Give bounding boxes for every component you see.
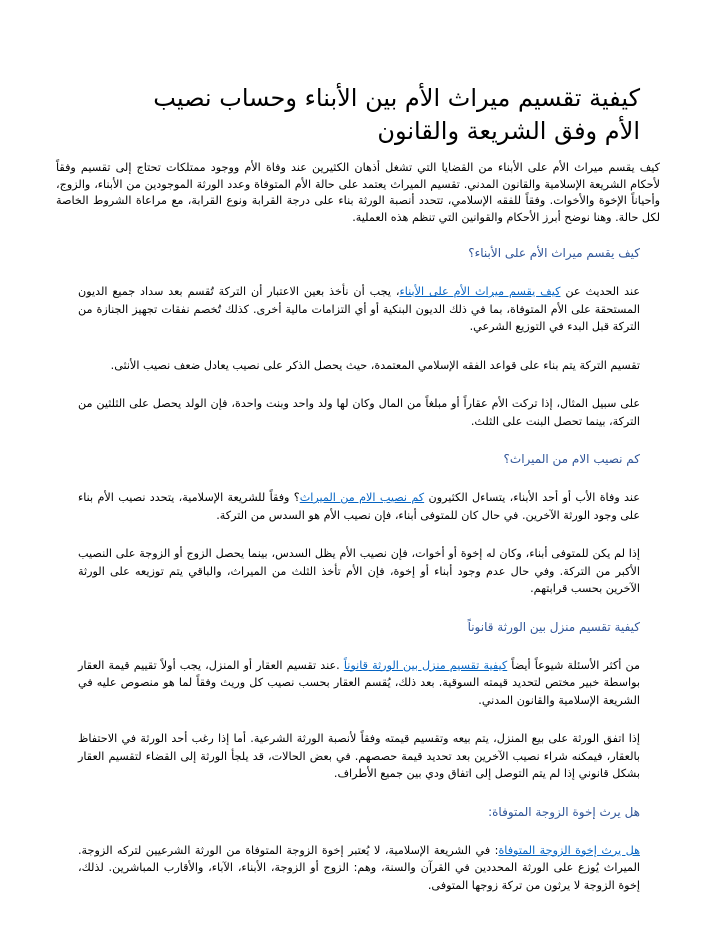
section-heading-house-division: كيفية تقسيم منزل بين الورثة قانوناً (467, 619, 640, 634)
section-3-text-before: من أكثر الأسئلة شيوعاً أيضاً (507, 658, 640, 672)
section-4-paragraph-1 (78, 842, 640, 895)
page-title: كيفية تقسيم ميراث الأم بين الأبناء وحساب نصيب الأم وفق الشريعة والقانون (153, 84, 640, 145)
link-mother-inheritance[interactable]: كيف يقسم ميراث الأم على الأبناء (399, 285, 561, 298)
section-1-text-after: ، يجب أن نأخذ بعين الاعتبار أن التركة تُقسم بعد سداد جميع الديون المستحقة على الأم المتوفاة، بما في ذلك الديون البنكية أو أي التزامات مالية أخرى. كذلك تُخصم نفقات تجهيز الجنازة من التركة قبل البدء في التوزيع الشرعي. (78, 285, 640, 333)
intro-paragraph: كيف يقسم ميراث الأم على الأبناء من القضايا التي تشغل أذهان الكثيرين عند وفاة الأم ووجود ممتلكات تحتاج إلى تقسيم وفقاً لأحكام الشريعة الإسلامية والقانون المدني. تقسيم الميراث يعتمد على حالة الأم المتوفاة وعدد الورثة الموجودين من الأبناء، والزوج، وأحياناً الإخوة والأخوات. وفقاً للفقه الإسلامي، تتحدد أنصبة الورثة بناء على درجة القرابة ونوع القرابة، مع مراعاة الشروط الخاصة لكل حالة. وهنا نوضح أبرز الأحكام والقوانين التي تنظم هذه العملية. (56, 161, 660, 224)
section-2-paragraph-2: إذا لم يكن للمتوفى أبناء، وكان له إخوة أو أخوات، فإن نصيب الأم يظل السدس، بينما يحصل الزوج أو الزوجة على النصيب الأكبر من التركة. وفي حال عدم وجود أبناء أو إخوة، فإن الأم تأخذ الثلث من الميراث، والباقي يتم توزيعه على الورثة الآخرين بحسب قرابتهم. (78, 547, 640, 595)
section-3-paragraph-2: إذا اتفق الورثة على بيع المنزل، يتم بيعه وتقسيم قيمته وفقاً لأنصبة الورثة الشرعية. أما إذا رغب أحد الورثة في الاحتفاظ بالعقار، فيمكنه شراء نصيب الآخرين بعد تحديد قيمة حصصهم. في بعض الحالات، قد يلجأ الورثة إلى القضاء لتقسيم العقار بشكل قانوني إذا لم يتم التوصل إلى اتفاق ودي بين جميع الأطراف. (78, 732, 640, 780)
link-house-division[interactable]: كيفية تقسيم منزل بين الورثة قانوناً (343, 658, 508, 672)
section-3-text-after: .عند تقسيم العقار أو المنزل، يجب أولاً تقييم قيمة العقار بواسطة خبير مختص لتحديد قيمته السوقية. بعد ذلك، يُقسم العقار بحسب نصيب كل وريث وفقاً لما هو منصوص عليه في الشريعة الإسلامية والقانون المدني. (78, 658, 640, 707)
section-2-text-after: ؟ وفقاً للشريعة الإسلامية، يتحدد نصيب الأم بناء على وجود الورثة الآخرين. في حال كان للمتوفى أبناء، فإن نصيب الأم هو السدس من التركة. (78, 491, 640, 522)
section-2-text-before: عند وفاة الأب أو أحد الأبناء، يتساءل الكثيرون (424, 491, 640, 504)
section-heading-mother-share: كم نصيب الام من الميراث؟ (503, 452, 640, 466)
section-heading-mother-inheritance: كيف يقسم ميراث الأم على الأبناء؟ (468, 246, 640, 260)
link-wife-siblings[interactable]: هل يرث إخوة الزوجة المتوفاة (498, 843, 640, 857)
section-1-paragraph-1 (78, 283, 640, 336)
section-heading-wife-siblings: هل يرث إخوة الزوجة المتوفاة: (488, 804, 640, 819)
section-4-text-after: : في الشريعة الإسلامية، لا يُعتبر إخوة الزوجة المتوفاة من الورثة الشرعيين لتركه الزوجة. الميراث يُوزع على الورثة المحددين في القرآن والسنة، وهم: الزوج أو الزوجة، الأبناء، الآباء، والأقارب المباشرين. لذلك، إخوة الزوجة لا يرثون من تركة زوجها المتوفى. (78, 843, 640, 892)
section-1-paragraph-2: تقسيم التركة يتم بناء على قواعد الفقه الإسلامي المعتمدة، حيث يحصل الذكر على نصيب يعادل ضعف نصيب الأنثى. (110, 358, 640, 372)
section-2-paragraph-1 (78, 489, 640, 524)
link-mother-share[interactable]: كم نصيب الام من الميراث (299, 491, 425, 504)
section-1-paragraph-3: على سبيل المثال، إذا تركت الأم عقاراً أو مبلغاً من المال وكان لها ولد واحد وبنت واحدة، فإن الولد يحصل على الثلثين من التركة، بينما تحصل البنت على الثلث. (78, 397, 640, 428)
section-3-paragraph-1 (78, 657, 640, 710)
section-1-text-before: عند الحديث عن (560, 285, 640, 298)
